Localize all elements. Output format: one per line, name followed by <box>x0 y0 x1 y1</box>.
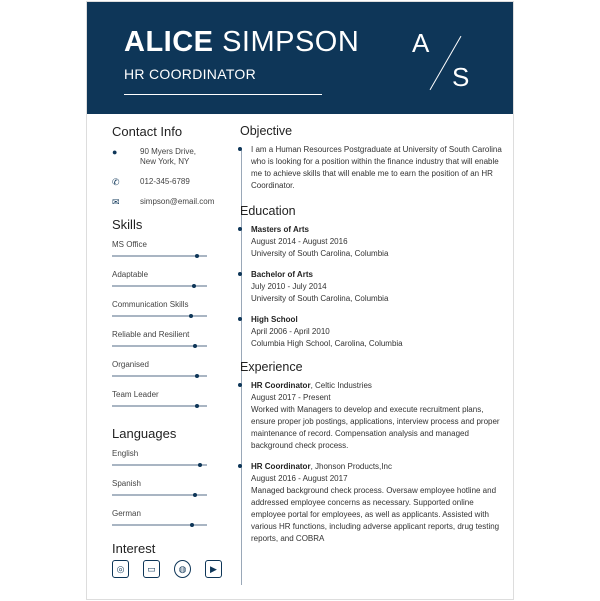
skills-label: Organised <box>112 360 149 369</box>
objective-heading: Objective <box>240 124 293 138</box>
degree: Masters of Arts <box>251 225 309 234</box>
company: , Jhonson Products,Inc <box>310 462 392 471</box>
level-bar <box>112 375 207 377</box>
contact-phone <box>112 177 222 187</box>
school: University of South Carolina, Columbia <box>251 294 389 303</box>
languages-list <box>112 449 222 539</box>
resume-header <box>87 2 513 114</box>
experience-entry <box>240 461 505 545</box>
skills-item <box>112 390 222 420</box>
dates: August 2017 - Present <box>251 393 331 402</box>
level-bar <box>112 345 207 347</box>
address-line2: New York, NY <box>140 157 190 166</box>
level-bar <box>112 315 207 317</box>
level-marker <box>198 463 202 467</box>
email-text: simpson@email.com <box>140 197 215 206</box>
level-marker <box>193 493 197 497</box>
level-bar <box>112 524 207 526</box>
skills-label: Team Leader <box>112 390 159 399</box>
level-bar <box>112 405 207 407</box>
level-marker <box>193 344 197 348</box>
location-pin-icon: ● <box>112 147 118 157</box>
skills-item <box>112 300 222 330</box>
languages-label: German <box>112 509 141 518</box>
interest-icons <box>112 560 222 578</box>
video-camera-icon: ▶ <box>205 560 222 578</box>
education-entry <box>240 269 505 305</box>
languages-label: Spanish <box>112 479 141 488</box>
description: Managed background check process. Oversaw employee hotline and addressed employee concerns as necessary. Supported online employee portal for employees, as well as applicants. Assisted with various HR functions, including adverse applicant reports, drug testing reports, and COBRA <box>251 486 500 543</box>
level-marker <box>190 523 194 527</box>
education-list <box>240 224 505 350</box>
position: HR Coordinator <box>251 462 311 471</box>
education-heading: Education <box>240 204 296 218</box>
level-marker <box>195 254 199 258</box>
job-title: HR COORDINATOR <box>124 66 257 82</box>
contact-address <box>112 147 222 167</box>
languages-item <box>112 479 222 509</box>
skills-item <box>112 240 222 270</box>
dates: August 2014 - August 2016 <box>251 237 348 246</box>
level-marker <box>189 314 193 318</box>
computer-icon: ▭ <box>143 560 160 578</box>
right-column <box>240 124 505 554</box>
timeline-dot <box>238 227 242 231</box>
skills-item <box>112 330 222 360</box>
experience-heading: Experience <box>240 360 303 374</box>
education-entry <box>240 224 505 260</box>
languages-label: English <box>112 449 139 458</box>
dates: August 2016 - August 2017 <box>251 474 348 483</box>
skills-list <box>112 240 222 420</box>
level-marker <box>195 374 199 378</box>
school: University of South Carolina, Columbia <box>251 249 389 258</box>
level-bar <box>112 494 207 496</box>
school: Columbia High School, Carolina, Columbia <box>251 339 403 348</box>
languages-item <box>112 509 222 539</box>
skills-label: Reliable and Resilient <box>112 330 190 339</box>
contact-email <box>112 197 222 207</box>
level-marker <box>192 284 196 288</box>
languages-item <box>112 449 222 479</box>
level-bar <box>112 285 207 287</box>
experience-entry <box>240 380 505 452</box>
dates: July 2010 - July 2014 <box>251 282 327 291</box>
description: Worked with Managers to develop and execute recruitment plans, ensure proper job postings, applications, interview process and proper maintenance of record. Compensation analysis and managed background check process. <box>251 405 500 450</box>
skills-label: Adaptable <box>112 270 149 279</box>
first-name: ALICE <box>124 26 214 58</box>
phone-icon: ✆ <box>112 177 120 187</box>
level-marker <box>195 404 199 408</box>
address-line1: 90 Myers Drive, <box>140 147 197 156</box>
phone-text: 012-345-6789 <box>140 177 190 186</box>
skills-item <box>112 360 222 390</box>
divider <box>124 94 322 95</box>
envelope-icon: ✉ <box>112 197 120 207</box>
camera-icon: ◎ <box>112 560 129 578</box>
languages-heading: Languages <box>112 426 177 441</box>
dates: April 2006 - April 2010 <box>251 327 330 336</box>
education-entry <box>240 314 505 350</box>
objective <box>240 144 505 192</box>
timeline-dot <box>238 464 242 468</box>
degree: Bachelor of Arts <box>251 270 313 279</box>
timeline-dot <box>238 317 242 321</box>
skills-label: MS Office <box>112 240 147 249</box>
skills-heading: Skills <box>112 217 143 232</box>
resume <box>86 1 514 600</box>
skills-label: Communication Skills <box>112 300 189 309</box>
monogram-first: A <box>412 28 430 58</box>
last-name: SIMPSON <box>222 26 360 58</box>
interest-heading: Interest <box>112 541 156 556</box>
timeline-dot <box>238 383 242 387</box>
globe-icon: ◍ <box>174 560 191 578</box>
degree: High School <box>251 315 298 324</box>
timeline-dot <box>238 147 242 151</box>
level-bar <box>112 464 207 466</box>
timeline-dot <box>238 272 242 276</box>
left-column <box>112 124 222 578</box>
skills-item <box>112 270 222 300</box>
full-name <box>124 26 359 59</box>
objective-text: I am a Human Resources Postgraduate at University of South Carolina who is looking for a position within the finance industry that will enable me to achieve skills that will enable me to earn the position of an HR Coordinator. <box>251 145 502 190</box>
experience-list <box>240 380 505 545</box>
level-bar <box>112 255 207 257</box>
company: , Celtic Industries <box>310 381 372 390</box>
position: HR Coordinator <box>251 381 311 390</box>
contact-heading: Contact Info <box>112 124 183 139</box>
monogram-last: S <box>452 62 470 92</box>
